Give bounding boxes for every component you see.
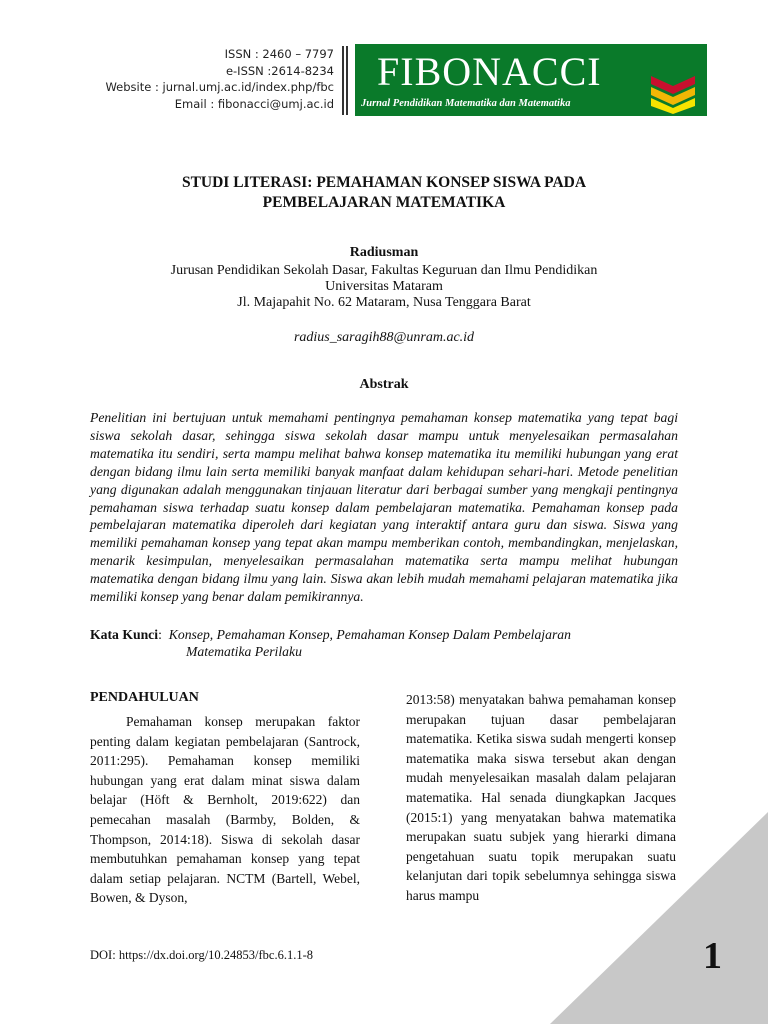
keywords-label: Kata Kunci — [90, 627, 159, 642]
header-divider — [342, 46, 344, 115]
author-name: Radiusman — [349, 245, 419, 260]
issn-text: ISSN : 2460 – 7797 — [224, 47, 334, 61]
affiliation-line: Jl. Majapahit No. 62 Mataram, Nusa Tenggara Barat — [237, 295, 531, 310]
body-column-left: Pemahaman konsep merupakan faktor penting dalam kegiatan pembelajaran (Santrock, 2011:295). Pemahaman konsep memiliki hubungan yang erat dalam minat siswa dalam belajar (Höft & Bernholt, 2019:622) dan pemecahan masalah (Barmby, Bolden, & Thompson, 2014:18). Siswa di sekolah dasar membutuhkan pemahaman konsep yang tepat dalam setiap pelajaran. NCTM (Bartell, Webel, Bowen, & Dyson, — [90, 714, 360, 906]
section-heading: PENDAHULUAN — [90, 690, 199, 705]
author-email: radius_saragih88@unram.ac.id — [293, 330, 475, 345]
paper-title — [90, 173, 678, 213]
website-text: Website : jurnal.umj.ac.id/index.php/fbc — [105, 80, 334, 94]
email-text: Email : fibonacci@umj.ac.id — [174, 96, 334, 111]
affiliation-line: Jurusan Pendidikan Sekolah Dasar, Fakultas Keguruan dan Ilmu Pendidikan — [170, 263, 598, 278]
chevron-logo-icon — [651, 74, 695, 114]
logo-title: FIBONACCI — [377, 49, 602, 94]
abstract-text: Penelitian ini bertujuan untuk memahami pentingnya pemahaman konsep matematika yang tepat bagi siswa sekolah dasar, sehingga siswa sekolah dasar mampu untuk menyelesaikan permasalahan matematika itu sendiri, serta mampu melihat bahwa konsep matematika itu memiliki hubungan yang erat dengan bidang ilmu lain serta memiliki banyak manfaat dalam kehidupan sehari-hari. Metode penelitian yang digunakan adalah menggunakan tinjauan literatur dari berbagai sumber yang mengkaji pentingnya pemahaman siswa terhadap suatu konsep dalam pembelajaran matematika. Pemahaman konsep pada pembelajaran matematika diperoleh dari kegiatan yang interaktif antara guru dan siswa. Siswa yang memiliki pemahaman konsep yang tepat akan mampu memberikan contoh, membandingkan, menjelaskan, menarik kesimpulan, menyelesaikan permasalahan matematika serta mampu melihat hubungan matematika dengan bidang ilmu yang lain. Siswa akan lebih mudah memahami pelajaran matematika jika memiliki konsep yang benar dalam pemikirannya. — [90, 410, 678, 605]
page-corner-decoration — [550, 812, 768, 1024]
keywords — [90, 626, 678, 660]
doi-text: DOI: https://dx.doi.org/10.24853/fbc.6.1.1-8 — [90, 948, 314, 962]
keywords-text: Konsep, Pemahaman Konsep, Pemahaman Konsep Dalam Pembelajaran — [168, 627, 571, 642]
keywords-text-continued: Matematika Perilaku — [186, 644, 302, 659]
abstract-heading: Abstrak — [359, 377, 409, 392]
body-column-right: 2013:58) menyatakan bahwa pemahaman konsep merupakan tujuan dasar pembelajaran matematika. Ketika siswa sudah mengerti konsep matematika maka siswa tersebut akan dengan mudah menyelesaikan masalah dalam pelajaran matematika. Hal senada diungkapkan Jacques (2015:1) yang menyatakan bahwa matematika merupakan suatu subjek yang hierarki dimana pengetahuan suatu topik merupakan suatu kelanjutan dari topik sebelumnya sehingga siswa harus mampu — [406, 692, 676, 903]
journal-logo — [355, 44, 707, 116]
journal-info — [105, 46, 334, 112]
keywords-colon: : — [158, 627, 162, 642]
page-number: 1 — [703, 935, 722, 977]
affiliation-line: Universitas Mataram — [325, 279, 443, 294]
logo-subtitle: Jurnal Pendidikan Matematika dan Matematika — [361, 98, 571, 109]
title-line: PEMBELAJARAN MATEMATIKA — [262, 194, 506, 211]
header-divider — [346, 46, 348, 115]
title-line: STUDI LITERASI: PEMAHAMAN KONSEP SISWA PADA — [181, 174, 587, 191]
eissn-text: e-ISSN :2614-8234 — [225, 63, 334, 78]
